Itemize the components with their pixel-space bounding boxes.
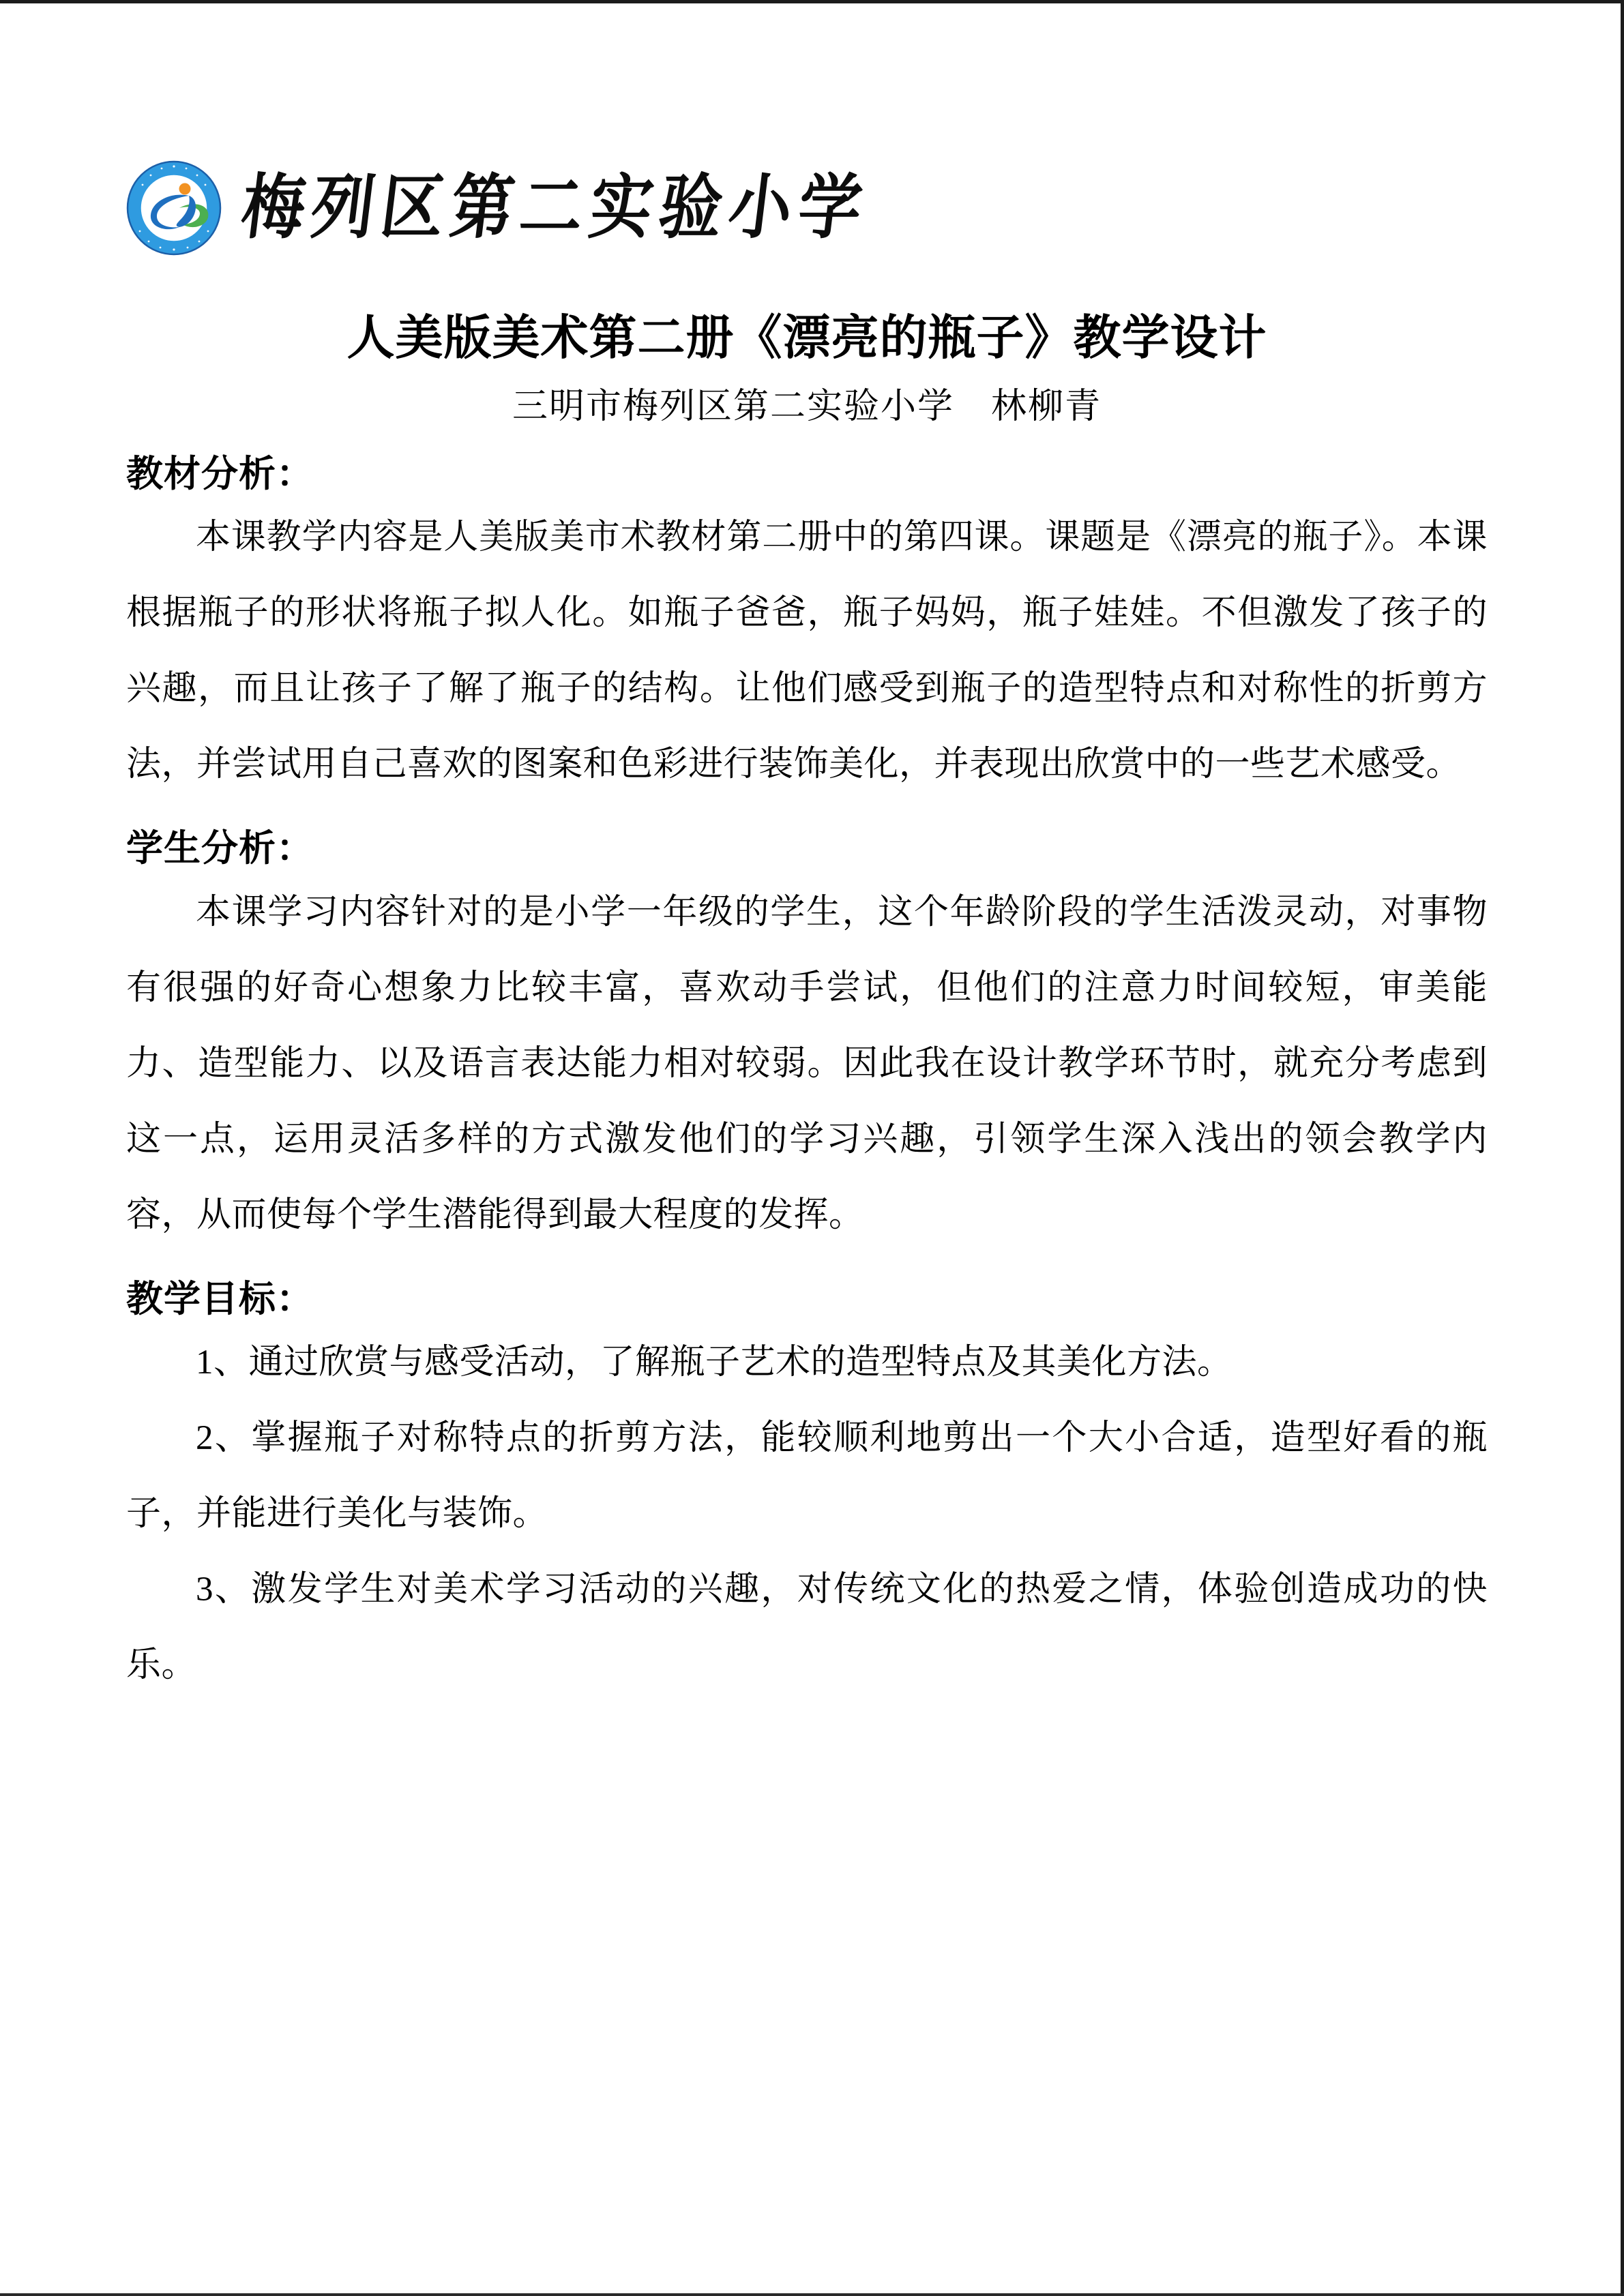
paragraph-textbook-analysis: 本课教学内容是人美版美市术教材第二册中的第四课。课题是《漂亮的瓶子》。本课根据瓶子的形状将瓶子拟人化。如瓶子爸爸，瓶子妈妈，瓶子娃娃。不但激发了孩子的兴趣，而且让孩子了解了瓶子的结构。让他们感受到瓶子的造型特点和对称性的折剪方法，并尝试用自己喜欢的图案和色彩进行装饰美化，并表现出欣赏中的一些艺术感受。 (126, 518, 1488, 784)
list-item: 1、通过欣赏与感受活动，了解瓶子艺术的造型特点及其美化方法。 (196, 1343, 1232, 1382)
teaching-objectives-list (126, 1325, 1488, 1703)
section-student-analysis (126, 826, 1488, 1253)
list-item: 3、激发学生对美术学习活动的兴趣，对传统文化的热爱之情，体验创造成功的快乐。 (126, 1570, 1488, 1685)
scan-edge-bottom (0, 2293, 1624, 2296)
paragraph-student-analysis: 本课学习内容针对的是小学一年级的学生，这个年龄阶段的学生活泼灵动，对事物有很强的好奇心想象力比较丰富，喜欢动手尝试，但他们的注意力时间较短，审美能力、造型能力、以及语言表达能力相对较弱。因此我在设计教学环节时，就充分考虑到这一点，运用灵活多样的方式激发他们的学习兴趣，引领学生深入浅出的领会教学内容，从而使每个学生潜能得到最大程度的发挥。 (126, 893, 1488, 1234)
school-name-calligraphy: 梅列区第二实验小学 (237, 168, 874, 248)
letterhead (126, 0, 1488, 263)
section-textbook-analysis (126, 451, 1488, 803)
section-teaching-objectives (126, 1277, 1488, 1704)
byline: 三明市梅列区第二实验小学 林柳青 (512, 387, 1102, 426)
section-heading-textbook-analysis: 教材分析： (126, 453, 314, 494)
school-emblem-icon (126, 160, 222, 256)
section-heading-student-analysis: 学生分析： (126, 828, 314, 869)
section-heading-teaching-objectives: 教学目标： (126, 1278, 314, 1320)
page-title: 人美版美术第二册《漂亮的瓶子》教学设计 (346, 311, 1267, 364)
list-item: 2、掌握瓶子对称特点的折剪方法，能较顺利地剪出一个大小合适，造型好看的瓶子，并能进行美化与装饰。 (126, 1419, 1488, 1534)
